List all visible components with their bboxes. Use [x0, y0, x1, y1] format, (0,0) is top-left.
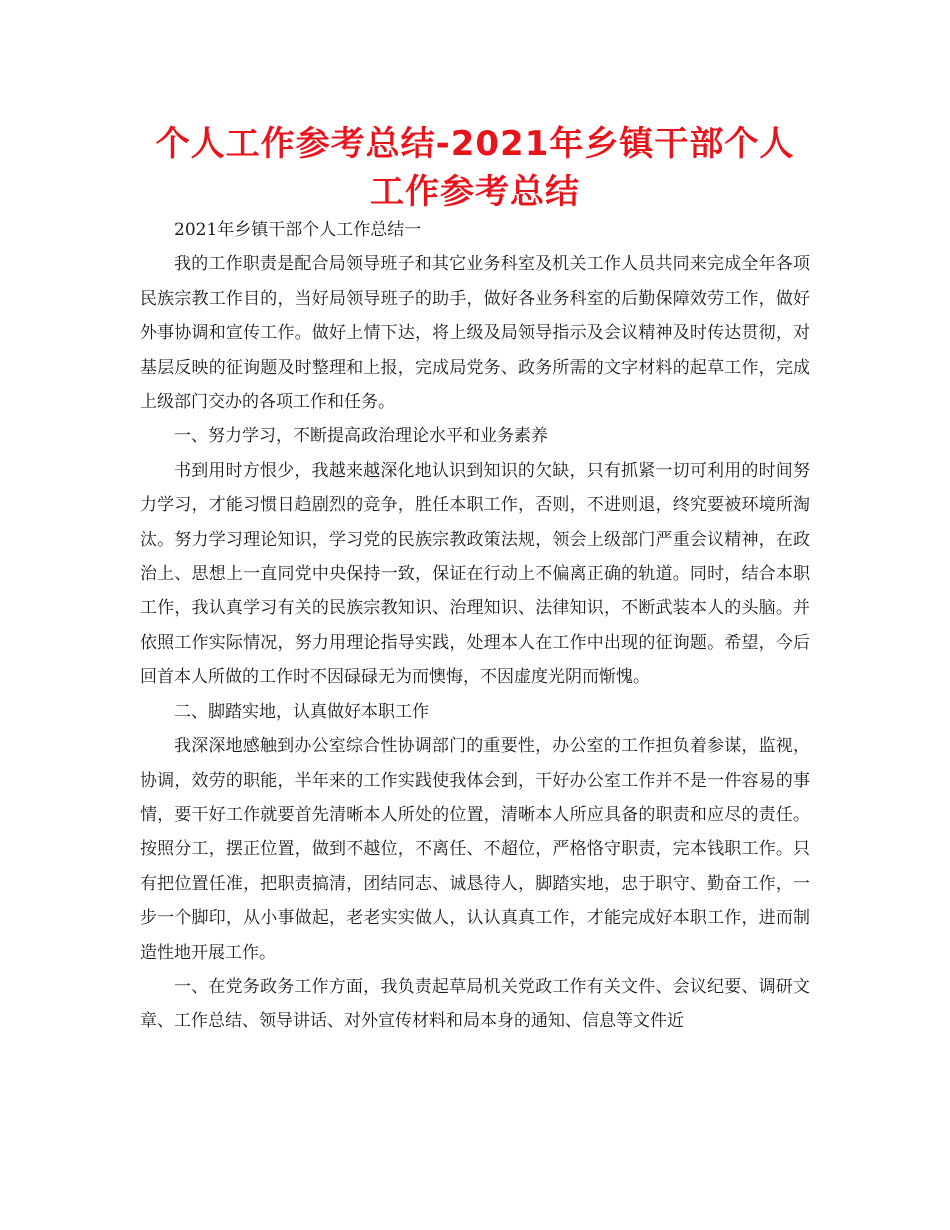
body-paragraph: 书到用时方恨少，我越来越深化地认识到知识的欠缺，只有抓紧一切可利用的时间努力学习，才能习惯日趋剧烈的竞争，胜任本职工作，否则，不进则退，终究要被环境所淘汰。努力学习理论知识，学习党的民族宗教政策法规，领会上级部门严重会议精神，在政治上、思想上一直同党中央保持一致，保证在行动上不偏离正确的轨道。同时，结合本职工作，我认真学习有关的民族宗教知识、治理知识、法律知识，不断武装本人的头脑。并依照工作实际情况，努力用理论指导实践，处理本人在工作中出现的征询题。希望，今后回首本人所做的工作时不因碌碌无为而懊悔，不因虚度光阴而惭愧。 [140, 460, 810, 688]
document-title: 个人工作参考总结-2021年乡镇干部个人工作参考总结 [155, 124, 795, 212]
body-paragraph: 我深深地感触到办公室综合性协调部门的重要性，办公室的工作担负着参谋，监视，协调，效劳的职能，半年来的工作实践使我体会到，干好办公室工作并不是一件容易的事情，要干好工作就要首先清晰本人所处的位置，清晰本人所应具备的职责和应尽的责任。按照分工，摆正位置，做到不越位，不离任、不超位，严格恪守职责，完本钱职工作。只有把位置任准，把职责搞清，团结同志、诚恳待人，脚踏实地，忠于职守、勤奋工作，一步一个脚印，从小事做起，老老实实做人，认认真真工作，才能完成好本职工作，进而制造性地开展工作。 [140, 736, 810, 963]
section-heading: 二、脚踏实地，认真做好本职工作 [174, 701, 429, 722]
document-body [140, 213, 810, 1039]
body-paragraph: 我的工作职责是配合局领导班子和其它业务科室及机关工作人员共同来完成全年各项民族宗教工作目的，当好局领导班子的助手，做好各业务科室的后勤保障效劳工作，做好外事协调和宣传工作。做好上情下达，将上级及局领导指示及会议精神及时传达贯彻，对基层反映的征询题及时整理和上报，完成局党务、政务所需的文字材料的起草工作，完成上级部门交办的各项工作和任务。 [140, 254, 810, 413]
body-paragraph: 一、在党务政务工作方面，我负责起草局机关党政工作有关文件、会议纪要、调研文章、工作总结、领导讲话、对外宣传材料和局本身的通知、信息等文件近 [140, 976, 810, 1032]
section-heading: 2021年乡镇干部个人工作总结一 [174, 220, 422, 240]
section-heading: 一、努力学习，不断提高政治理论水平和业务素养 [174, 426, 548, 447]
